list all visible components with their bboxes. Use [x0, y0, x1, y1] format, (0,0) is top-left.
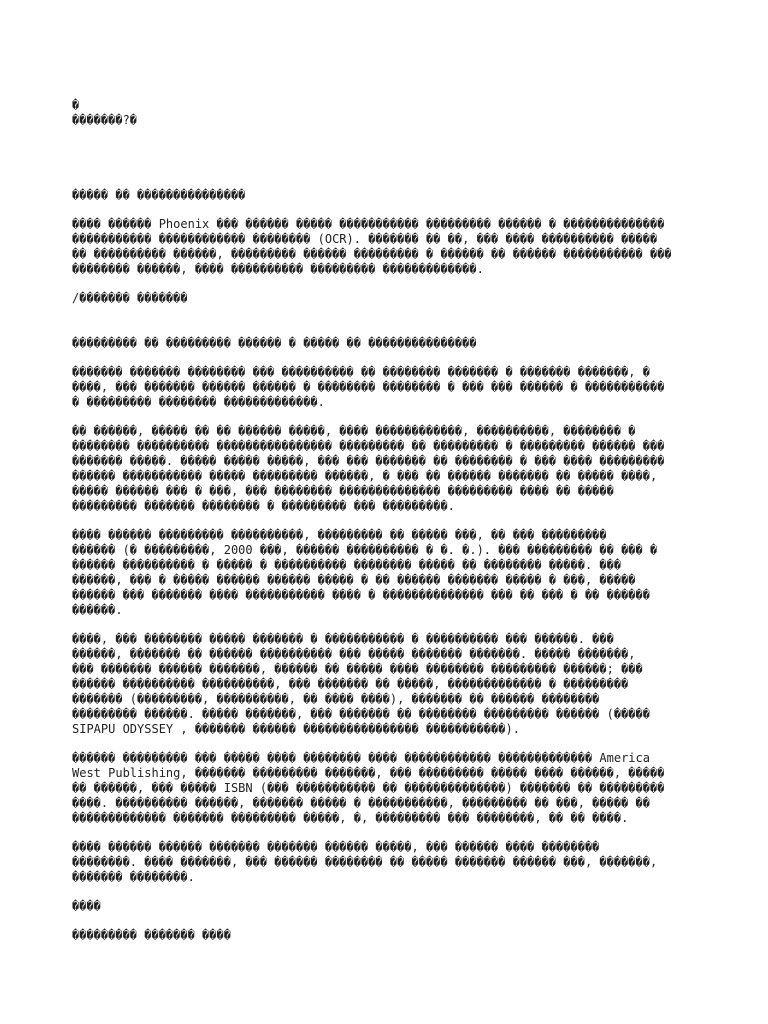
paragraph-5: ����, ��� �������� ����� ������� � ����������� � ���������� ��� ������. ��� ������, ������� �� ������ ���������� ��� ����� ������� �������. ����� �������, ��� ������� ������ �������, ������ �� ����� ���� �������� ��������� ������; ��� ������ ���������� ����������, ��� ������� �� �����, ������������� � ��������� ������� (���������, ����������, �� ���� ����), ������� �� ������ �������� ��������� ������. ����� �������, ��� ������� �� �������� ��������� ������ (����� SIPAPU ODYSSEY , ������� ������ ���������������� �����������).: [72, 632, 650, 736]
short-line: ����: [72, 899, 101, 913]
header-line-1: �: [72, 98, 80, 112]
paragraph-4: ���� ������ ��������� ����������, ��������� �� ����� ���, �� ��� ��������� ������ (� ���������, 2000 ���, ������ ���������� � �. �.). ��� ��������� �� ��� � ������ ���������� � ����� � ���������� �������� ����� �� �������� �����. ��� ������, ��� � ����� ������ ������ ����� � �� ������ ������� ����� � ���, ����� ������ ��� ������� ���� ����������� ���� � �������������� ��� �� ��� � �� ������ ������.: [72, 528, 658, 617]
paragraph-7: ���� ������ ������ ������� ������� ������ �����, ��� ������ ���� �������� ��������. ���� �������, ��� ������ �������� �� ����� ������� ������ ���, �������, ������� ��������.: [72, 840, 658, 884]
section-heading-1: ����� �� ���������������: [72, 188, 246, 202]
last-line: ��������� ������� ����: [72, 928, 231, 942]
paragraph-2: ������� ������� �������� ��� ���������� �� �������� ������� � ������� �������, � ����, ��� ������� ������ ������ � �������� �������� � ��� ��� ������ � ����������� � ��������� �������� �������������.: [72, 365, 665, 409]
section-heading-2: ��������� �� ��������� ������ � ����� �� ���������������: [72, 336, 477, 350]
link-line: /������� �������: [72, 291, 188, 305]
paragraph-6: ������ ��������� ��� ����� ���� �������� ���� ������������ ������������� America West Publishing, ������� ��������� �������, ��� ��������� ����� ���� ������, ����� �� ������, ��� ����� ISBN (��� ����������� �� ��������������) ������� �� ��������� ����. ���������� ������, ������� ����� � �����������, ��������� �� ���, ����� �� ������������� ������� ��������� �����, �, ��������� ��� ��������, �� �� ����.: [72, 751, 665, 825]
paragraph-1: ���� ������ Phoenix ��� ������ ����� ����������� ��������� ������ � �������������� ����������� ������������ �������� (OCR). ������� �� ��, ��� ���� ���������� ����� �� ���������� ������, ��������� ������ ��������� � ������ �� ������ ����������� ��� �������� ������, ���� ���������� ��������� �������������.: [72, 217, 672, 276]
paragraph-3: �� ������, ����� �� �� ������ �����, ���� ������������, ����������, �������� � �������� ���������� ���������������� ��������� �� ��������� � ��������� ������ ��� ������� �����. ����� ����� �����, ��� ��� ������� �� �������� � ��� ���� ��������� ������ ����������� ����� ��������� ������, � ��� �� ������ ������� �� ����� ����, ����� ������ ��� � ���, ��� �������� �������������� ��������� ���� �� ����� ��������� ������� �������� � ��������� ��� ���������.: [72, 424, 665, 513]
header-line-2: �������?�: [72, 113, 138, 127]
document-page: [72, 98, 696, 943]
